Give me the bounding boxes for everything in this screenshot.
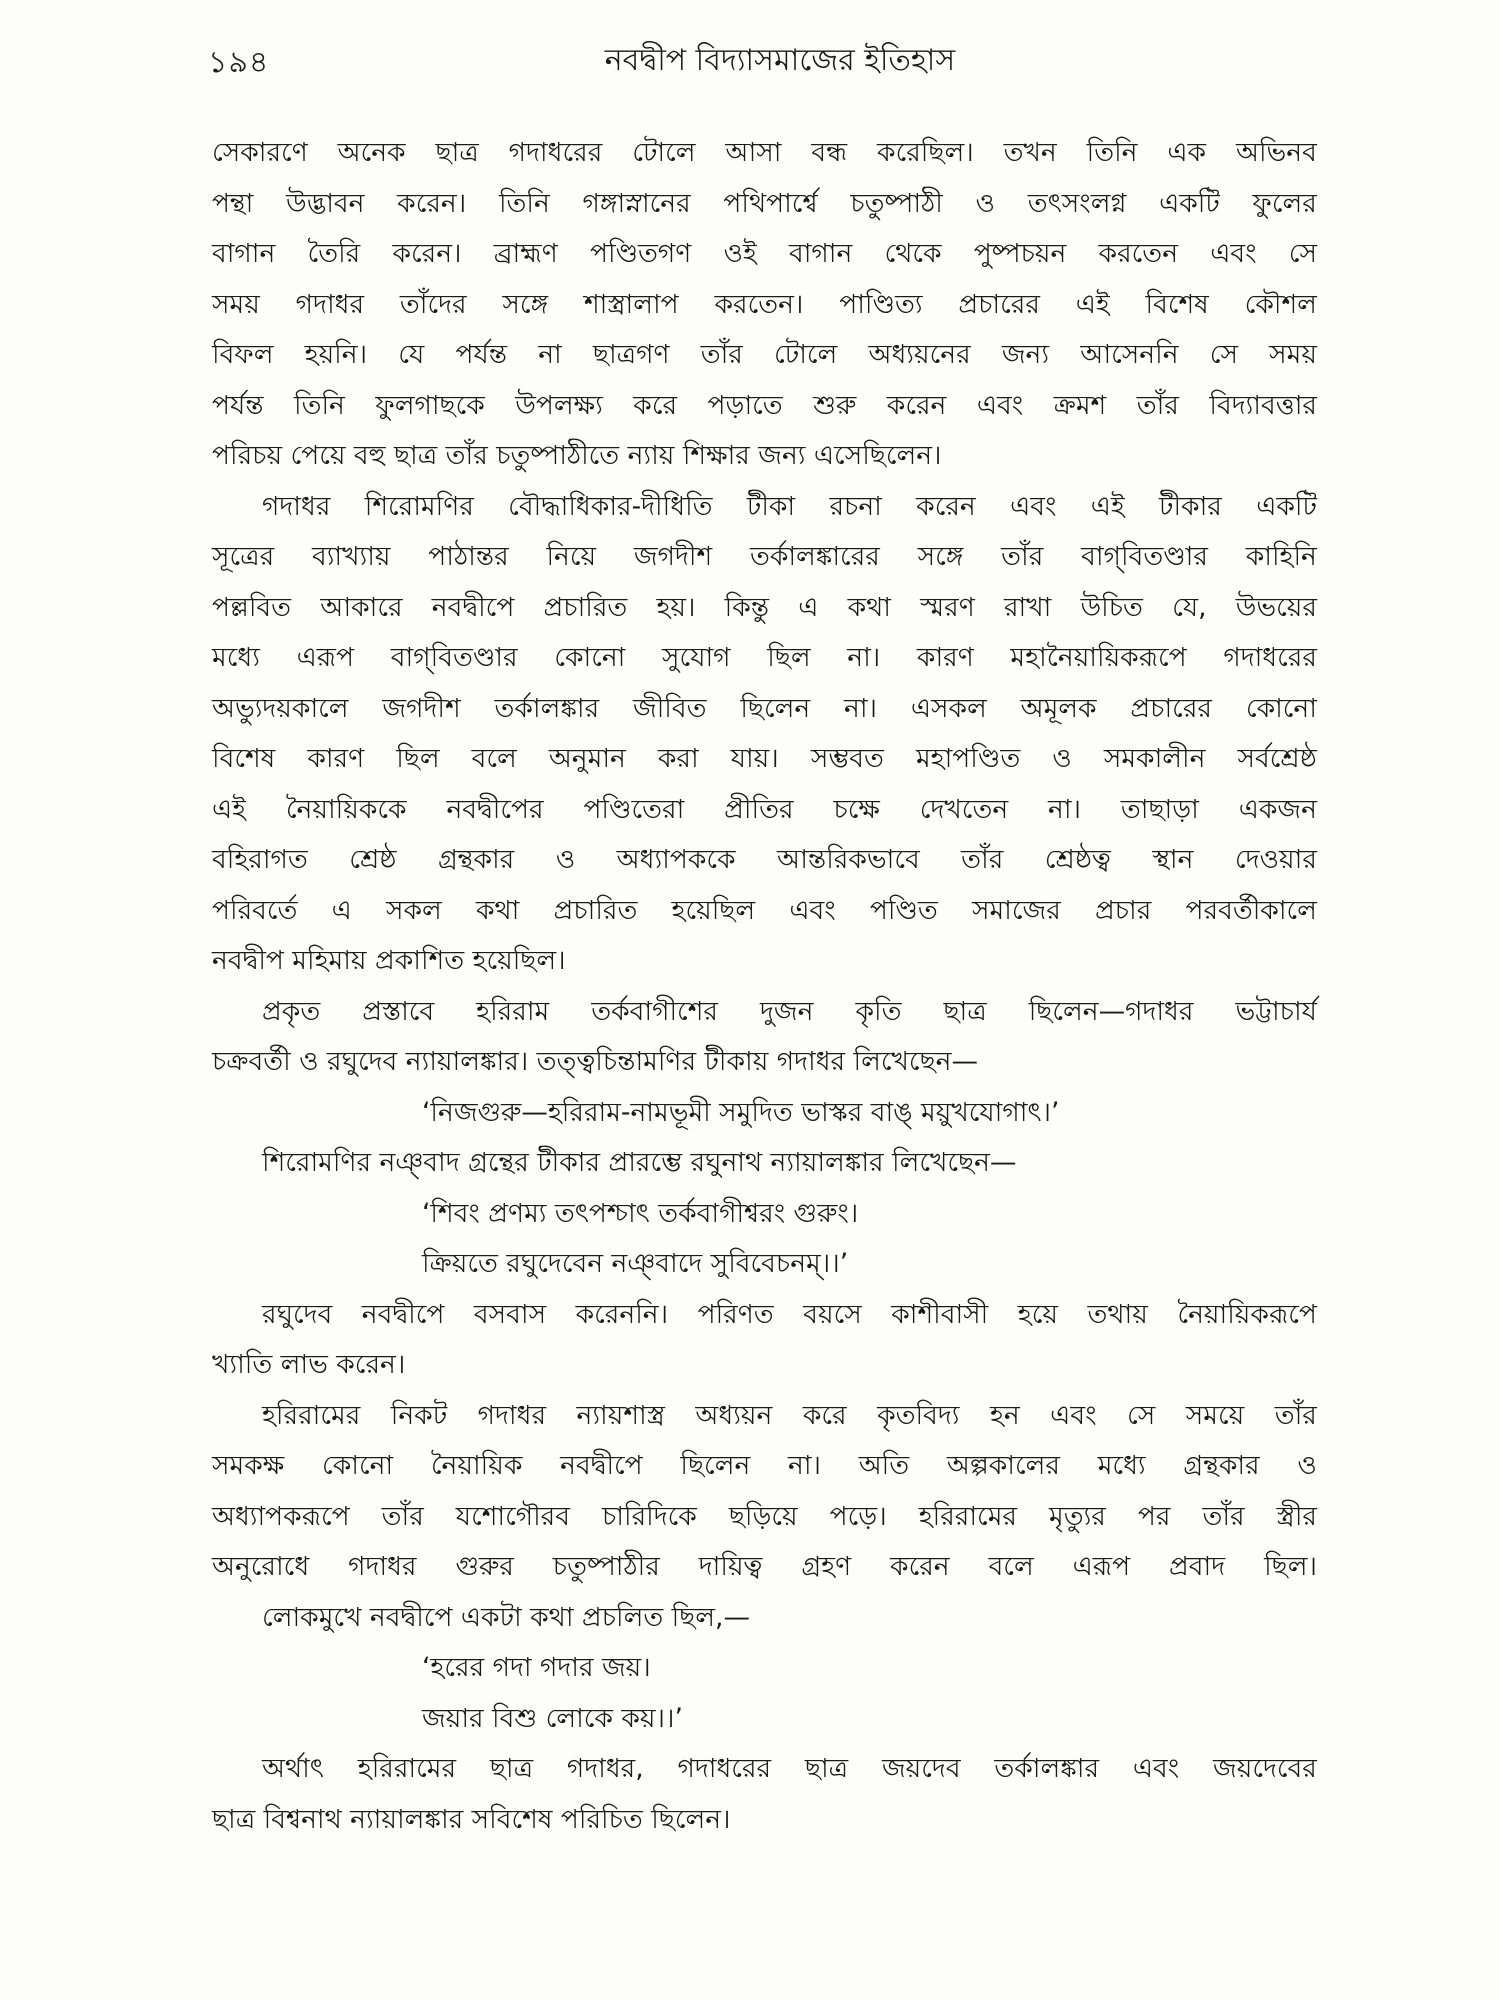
word: কথা <box>847 591 891 623</box>
word: যে, <box>1172 591 1207 623</box>
word: দেখতেন <box>919 793 1009 825</box>
word: শ্রেষ্ঠত্ব <box>1044 844 1111 875</box>
word: করেছিল। <box>877 137 974 168</box>
word: শাস্ত্রালাপ <box>583 288 679 320</box>
word: ছাত্র <box>804 1753 849 1784</box>
word: পুষ্পচয়ন <box>973 238 1067 269</box>
word: পণ্ডিত <box>869 894 938 926</box>
text-line <box>212 987 1317 1038</box>
text-line <box>212 330 1317 381</box>
word: বিশেষ <box>212 743 276 774</box>
text-line <box>212 886 1317 937</box>
word: ও <box>555 844 576 875</box>
word: তাঁদের <box>399 288 467 320</box>
word: হরিরাম <box>476 995 550 1027</box>
word: কোনো <box>1245 692 1317 724</box>
word: তথায় <box>1087 1298 1148 1330</box>
word: শুরু <box>813 389 857 421</box>
word: ছিল <box>767 642 811 673</box>
word: এরূপ <box>296 642 355 673</box>
word: বহিরাগত <box>212 844 308 875</box>
word: রচনা <box>829 490 882 522</box>
word: সূত্রের <box>212 541 275 572</box>
word: হয়েছিল <box>671 894 756 926</box>
word: সময় <box>1269 339 1317 370</box>
word: তাঁর <box>1136 389 1179 421</box>
word: এবং <box>1050 1399 1097 1431</box>
word: গদাধর <box>477 1399 547 1431</box>
word: প্রবাদ <box>1169 1551 1226 1582</box>
verse-line: জয়ার বিশু লোকে কয়।।’ <box>422 1702 683 1734</box>
word: এই <box>1075 288 1110 320</box>
page-number: ১৯৪ <box>208 45 270 80</box>
word: অনেক <box>337 137 406 168</box>
word: এসকল <box>910 692 987 724</box>
word: এবং <box>1132 1753 1180 1784</box>
word: তিনি <box>294 389 345 421</box>
word: হয়নি। <box>304 339 368 370</box>
word: অনুরোধে <box>212 1551 310 1582</box>
word: তাছাড়া <box>1120 793 1199 825</box>
word: চতুষ্পাঠীর <box>552 1551 660 1582</box>
word: হরিরামের <box>918 1500 1017 1532</box>
word: গঙ্গাস্নানের <box>582 187 691 219</box>
text-line: পরিচয় পেয়ে বহু ছাত্র তাঁর চতুষ্পাঠীতে ন্যায় শিক্ষার জন্য এসেছিলেন। <box>212 440 942 471</box>
word: বিশেষ <box>1145 288 1209 320</box>
verse-line: ‘শিবং প্রণম্য তৎপশ্চাৎ তর্কবাগীশ্বরং গুরুং। <box>422 1197 859 1229</box>
word: নৈয়ায়িক <box>430 1450 523 1481</box>
text-line <box>212 734 1317 785</box>
word: তৈরি <box>307 238 361 269</box>
word: যে <box>398 339 425 370</box>
word: প্রচারিত <box>543 591 628 623</box>
word: দেওয়ার <box>1234 844 1317 875</box>
text-line: খ্যাতি লাভ করেন। <box>212 1349 406 1380</box>
word: পর্যন্ত <box>212 389 264 421</box>
text-line: ছাত্র বিশ্বনাথ ন্যায়ালঙ্কার সবিশেষ পরিচিত ছিলেন। <box>212 1803 731 1835</box>
word: পর্যন্ত <box>455 339 507 370</box>
word: তৎসংলগ্ন <box>1027 187 1127 219</box>
word: চতুষ্পাঠী <box>850 187 943 219</box>
word: জয়দেব <box>881 1753 961 1784</box>
word: ছিল। <box>1264 1551 1317 1582</box>
word: সমকালীন <box>1103 743 1206 774</box>
word: পরিবর্তে <box>212 894 298 926</box>
word: সমাজের <box>971 894 1061 926</box>
word: স্ত্রীর <box>1276 1500 1317 1532</box>
word: বলে <box>988 1551 1034 1582</box>
word: হরিরামের <box>262 1399 361 1431</box>
word: করেন <box>890 1551 950 1582</box>
word: নবদ্বীপে <box>431 591 515 623</box>
word: বসবাস <box>473 1298 547 1330</box>
word: পাঠান্তর <box>428 541 509 572</box>
word: কোনো <box>554 642 626 673</box>
text-line: নবদ্বীপ মহিমায় প্রকাশিত হয়েছিল। <box>212 945 566 976</box>
word: মহানৈয়ায়িকরূপে <box>1010 642 1187 673</box>
word: জগদীশ <box>633 541 713 572</box>
word: অর্থাৎ <box>262 1753 324 1784</box>
word: ছিলেন—গদাধর <box>1028 995 1194 1027</box>
word: না। <box>847 642 881 673</box>
text-line <box>212 1744 1317 1795</box>
word: করতেন <box>1098 238 1179 269</box>
word: করে <box>633 389 678 421</box>
word: কাহিনি <box>1245 541 1317 572</box>
word: উচিত <box>1080 591 1143 623</box>
verse-line: ‘হরের গদা গদার জয়। <box>422 1652 651 1683</box>
word: কারণ <box>916 642 974 673</box>
word: গদাধরের <box>508 137 603 168</box>
word: তর্কালঙ্কার <box>994 1753 1100 1784</box>
word: গদাধর, <box>566 1753 644 1784</box>
word: সমকক্ষ <box>212 1450 285 1481</box>
word: হয়। <box>656 591 696 623</box>
word: নিকট <box>390 1399 448 1431</box>
word: জন্য <box>1001 339 1050 370</box>
word: জীবিত <box>633 692 707 724</box>
word: তাঁর <box>961 844 1004 875</box>
word: সঙ্গে <box>917 541 964 572</box>
word: তর্কবাগীশের <box>591 995 718 1027</box>
text-line <box>212 482 1317 533</box>
text-line <box>212 532 1317 583</box>
word: এই <box>212 793 246 825</box>
text-line <box>212 1492 1317 1543</box>
word: তর্কালঙ্কার <box>494 692 600 724</box>
verse-line: ‘নিজগুরু—হরিরাম-নামভূমী সমুদিত ভাস্কর বাঙ্‌ ময়ুখযোগাৎ।’ <box>422 1096 1060 1128</box>
word: তাঁর <box>700 339 743 370</box>
text-line <box>212 1441 1317 1492</box>
word: এবং <box>1010 490 1057 522</box>
word: পড়ে। <box>829 1500 887 1532</box>
word: পণ্ডিতগণ <box>590 238 692 269</box>
text-line <box>212 280 1317 331</box>
word: সে <box>1126 1399 1156 1431</box>
word: স্থান <box>1152 844 1194 875</box>
word: এবং <box>976 389 1024 421</box>
word: ফুলগাছকে <box>375 389 485 421</box>
word: আকারে <box>320 591 403 623</box>
word: অধ্যাপকরূপে <box>212 1500 350 1532</box>
word: ছাত্রগণ <box>592 339 670 370</box>
word: নিয়ে <box>546 541 597 572</box>
word: উদ্ভাবন <box>286 187 365 219</box>
word: কাশীবাসী <box>891 1298 989 1330</box>
word: হরিরামের <box>357 1753 457 1784</box>
word: তাঁর <box>1001 541 1044 572</box>
word: গুরুর <box>455 1551 514 1582</box>
word: করেননি। <box>575 1298 669 1330</box>
word: জগদীশ <box>382 692 461 724</box>
word: তখন <box>1003 137 1057 168</box>
word: বিদ্যাবত্তার <box>1209 389 1317 421</box>
word: হন <box>989 1399 1020 1431</box>
word: বয়সে <box>803 1298 862 1330</box>
word: রঘুদেব <box>262 1298 333 1330</box>
word: বাগান <box>212 238 276 269</box>
word: বাগ্‌বিতণ্ডার <box>1081 541 1208 572</box>
word: ছাত্র <box>489 1753 534 1784</box>
word: তর্কালঙ্কারের <box>749 541 880 572</box>
text-line <box>212 835 1317 886</box>
word: তাঁর <box>1202 1500 1245 1532</box>
word: ব্যাখ্যায় <box>311 541 391 572</box>
word: যশোগৌরব <box>455 1500 570 1532</box>
word: করেন। <box>392 238 462 269</box>
word: বাগ্‌বিতণ্ডার <box>390 642 518 673</box>
word: এবং <box>789 894 836 926</box>
word: আন্তরিকভাবে <box>777 844 920 875</box>
word: না। <box>788 1450 821 1481</box>
text-line <box>212 583 1317 634</box>
word: ছড়িয়ে <box>728 1500 798 1532</box>
word: একজন <box>1238 793 1317 825</box>
word: করেন <box>886 389 947 421</box>
word: না। <box>844 692 878 724</box>
word: একটি <box>1159 187 1220 219</box>
word: গদাধরের <box>1223 642 1317 673</box>
word: প্রকৃত <box>262 995 321 1027</box>
word: এই <box>1090 490 1125 522</box>
word: অভ্যুদয়কালে <box>212 692 349 724</box>
word: এ <box>798 591 819 623</box>
word: থেকে <box>884 238 942 269</box>
word: নবদ্বীপের <box>446 793 544 825</box>
word: তিনি <box>498 187 550 219</box>
text-line <box>212 128 1317 179</box>
word: হয়ে <box>1017 1298 1058 1330</box>
word: ও <box>1297 1450 1317 1481</box>
body-text <box>212 128 1317 1845</box>
word: অধ্যাপককে <box>616 844 736 875</box>
word: বলে <box>471 743 517 774</box>
word: আসা <box>725 137 782 168</box>
word: প্রীতির <box>724 793 794 825</box>
word: প্রচারের <box>1130 692 1212 724</box>
word: দায়িত্ব <box>698 1551 763 1582</box>
word: করেন <box>916 490 976 522</box>
word: বৌদ্ধাধিকার-দীধিতি <box>508 490 713 522</box>
word: মৃত্যুর <box>1049 1500 1106 1532</box>
word: চক্ষে <box>833 793 880 825</box>
word: ছাত্র <box>435 137 479 168</box>
word: সে <box>1209 339 1238 370</box>
word: একটি <box>1256 490 1317 522</box>
word: আসেননি <box>1080 339 1179 370</box>
word: করে <box>802 1399 847 1431</box>
word: নৈয়ায়িককে <box>285 793 407 825</box>
word: পরিণত <box>697 1298 774 1330</box>
word: অনুমান <box>548 743 626 774</box>
word: প্রচার <box>1094 894 1152 926</box>
word: যায়। <box>730 743 779 774</box>
running-title: নবদ্বীপ বিদ্যাসমাজের ইতিহাস <box>604 43 956 78</box>
word: কৃতি <box>855 995 902 1027</box>
text-line <box>212 179 1317 230</box>
word: পল্লবিত <box>212 591 292 623</box>
text-line <box>212 229 1317 280</box>
word: গ্রন্থকার <box>1183 1450 1260 1481</box>
word: কিন্তু <box>724 591 770 623</box>
word: কারণ <box>307 743 365 774</box>
word: সম্ভবত <box>810 743 884 774</box>
word: অধ্যয়নের <box>868 339 971 370</box>
word: ছাত্র <box>943 995 987 1027</box>
word: বাগান <box>789 238 853 269</box>
word: উপলক্ষ্য <box>515 389 603 421</box>
word: প্রস্তাবে <box>362 995 435 1027</box>
word: অভিনব <box>1236 137 1317 168</box>
word: মধ্যে <box>1097 1450 1146 1481</box>
word: পন্থা <box>212 187 254 219</box>
word: পণ্ডিতেরা <box>583 793 685 825</box>
word: তিনি <box>1086 137 1138 168</box>
word: ও <box>1052 743 1072 774</box>
word: অতি <box>858 1450 910 1481</box>
word: তাঁর <box>381 1500 424 1532</box>
word: কৃতবিদ্য <box>877 1399 960 1431</box>
word: কৌশল <box>1244 288 1317 320</box>
word: তাঁর <box>1274 1399 1317 1431</box>
word: প্রচারের <box>958 288 1040 320</box>
word: অধ্যয়ন <box>695 1399 773 1431</box>
word: কথা <box>475 894 520 926</box>
word: শিরোমণির <box>364 490 474 522</box>
word: পাণ্ডিত্য <box>839 288 923 320</box>
word: অল্পকালের <box>946 1450 1060 1481</box>
word: সে <box>1288 238 1317 269</box>
word: সময় <box>212 288 260 320</box>
word: টীকার <box>1159 490 1222 522</box>
word: এ <box>331 894 352 926</box>
word: দুজন <box>759 995 814 1027</box>
word: ছিল <box>396 743 440 774</box>
word: চারিদিকে <box>602 1500 697 1532</box>
text-line <box>212 1391 1317 1442</box>
word: গ্রন্থকার <box>437 844 515 875</box>
text-line <box>212 381 1317 432</box>
word: টোলে <box>632 137 696 168</box>
word: জয়দেবের <box>1213 1753 1317 1784</box>
word: গদাধরের <box>677 1753 772 1784</box>
word: পরবর্তীকালে <box>1185 894 1317 926</box>
text-line <box>212 785 1317 836</box>
word: ছিলেন <box>680 1450 751 1481</box>
word: এরূপ <box>1072 1551 1131 1582</box>
word: নবদ্বীপে <box>560 1450 643 1481</box>
word: গদাধর <box>295 288 365 320</box>
word: পথিপার্শ্বে <box>723 187 818 219</box>
word: করতেন। <box>714 288 804 320</box>
word: ওই <box>723 238 757 269</box>
word: নবদ্বীপে <box>361 1298 445 1330</box>
word: রাখা <box>1003 591 1052 623</box>
text-line <box>212 684 1317 735</box>
word: গ্রহণ <box>801 1551 852 1582</box>
word: কোনো <box>321 1450 394 1481</box>
word: ন্যায়শাস্ত্র <box>576 1399 665 1431</box>
word: সুযোগ <box>662 642 731 673</box>
word: বিফল <box>212 339 274 370</box>
word: সঙ্গে <box>502 288 549 320</box>
word: ছিলেন <box>740 692 811 724</box>
word: এক <box>1167 137 1207 168</box>
word: সর্বশ্রেষ্ঠ <box>1237 743 1317 774</box>
word: অমূলক <box>1020 692 1097 724</box>
word: ফুলের <box>1252 187 1317 219</box>
word: স্মরণ <box>920 591 975 623</box>
text-line <box>212 1542 1317 1593</box>
word: সেকারণে <box>212 137 308 168</box>
text-line: লোকমুখে নবদ্বীপে একটা কথা প্রচলিত ছিল,— <box>262 1601 750 1633</box>
text-line <box>212 633 1317 684</box>
word: গদাধর <box>262 490 331 522</box>
word: গদাধর <box>348 1551 417 1582</box>
text-line: চক্রবর্তী ও রঘুদেব ন্যায়ালঙ্কার। তত্ত্বচিন্তামণির টীকায় গদাধর লিখেছেন— <box>212 1046 978 1077</box>
word: বন্ধ <box>811 137 848 168</box>
word: ও <box>975 187 996 219</box>
word: করেন। <box>397 187 467 219</box>
word: ব্রাহ্মণ <box>493 238 558 269</box>
word: মধ্যে <box>212 642 260 673</box>
word: সময়ে <box>1185 1399 1245 1431</box>
word: ভট্টাচার্য <box>1235 995 1317 1027</box>
verse-line: ক্রিয়তে রঘুদেবেন নঞ্‌বাদে সুবিবেচনম্‌।।’ <box>422 1248 849 1279</box>
word: করা <box>657 743 699 774</box>
word: টোলে <box>774 339 838 370</box>
word: মহাপণ্ডিত <box>915 743 1021 774</box>
word: শ্রেষ্ঠ <box>349 844 397 875</box>
word: ক্রমশ <box>1053 389 1107 421</box>
word: নৈয়ায়িকরূপে <box>1177 1298 1317 1330</box>
word: না। <box>1048 793 1082 825</box>
text-line <box>212 1290 1317 1341</box>
word: পড়াতে <box>707 389 783 421</box>
word: না <box>538 339 562 370</box>
word: পর <box>1137 1500 1171 1532</box>
word: উভয়ের <box>1235 591 1317 623</box>
word: এবং <box>1210 238 1257 269</box>
word: প্রচারিত <box>553 894 638 926</box>
text-line: শিরোমণির নঞ্‌বাদ গ্রন্থের টীকার প্রারম্ভে রঘুনাথ ন্যায়ালঙ্কার লিখেছেন— <box>262 1147 1017 1178</box>
word: সকল <box>385 894 442 926</box>
word: টীকা <box>746 490 796 522</box>
